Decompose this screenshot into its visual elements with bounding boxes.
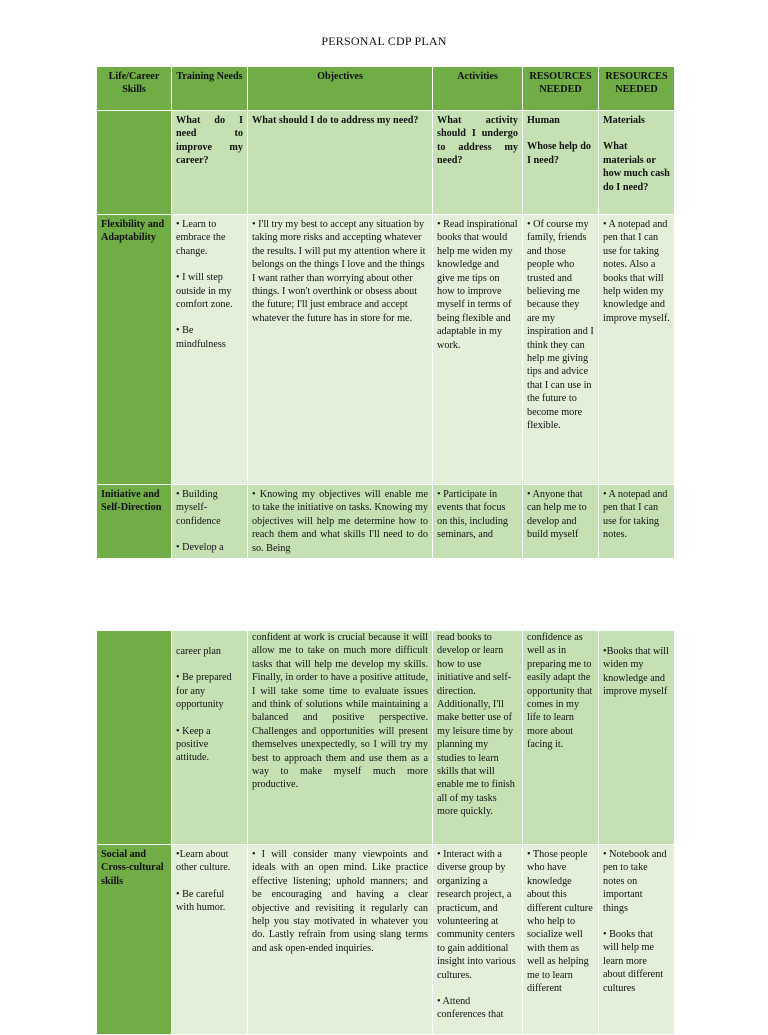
- list-item: career plan: [176, 646, 221, 657]
- list-item: • Learn to embrace the change.: [176, 219, 226, 257]
- list-item: •Learn about other culture.: [176, 849, 231, 874]
- table-row-flexibility: [97, 215, 675, 485]
- list-item: • Notebook and pen to take notes on important things: [603, 849, 667, 914]
- materials-initiative: • A notepad and pen that I can use for taking notes.: [599, 485, 675, 559]
- objective-initiative-continued: confident at work is crucial because it will allow me to take on much more difficult tasks that will help me develop my skills. Finally, in order to have a positive attitude, I will take some time to evaluate issues and think of solutions while maintaining a balanced and positive perspective. Challenges and opportunities will present themselves unexpectedly, so I will try my best to approach them and use them as a way to make myself much more productive.: [248, 631, 433, 845]
- needs-social: [172, 845, 248, 1035]
- objective-initiative: • Knowing my objectives will enable me to take the initiative on tasks. Knowing my objectives will help me determine how to reach them and what skills I'll need to do so. Being: [248, 485, 433, 559]
- list-item: • Attend conferences that: [437, 996, 504, 1021]
- list-item: • Books that will help me learn more about different cultures: [603, 929, 664, 994]
- subheader-human-question: Whose help do I need?: [527, 141, 591, 166]
- skill-initiative-continued: [97, 631, 172, 845]
- needs-flexibility: [172, 215, 248, 485]
- header-skills: Life/Career Skills: [97, 67, 172, 111]
- activity-initiative: • Participate in events that focus on this, including seminars, and: [433, 485, 523, 559]
- human-initiative: • Anyone that can help me to develop and build myself: [523, 485, 599, 559]
- subheader-empty: [97, 111, 172, 215]
- cdp-table-part-2: [96, 630, 675, 1035]
- header-objectives: Objectives: [248, 67, 433, 111]
- header-resources-materials: RESOURCES NEEDED: [599, 67, 675, 111]
- activity-social: [433, 845, 523, 1035]
- table-row-initiative: [97, 485, 675, 559]
- header-activities: Activities: [433, 67, 523, 111]
- subheader-training: What do I need to improve my career?: [172, 111, 248, 215]
- subheader-materials-title: Materials: [603, 115, 645, 126]
- page-title: PERSONAL CDP PLAN: [321, 34, 447, 48]
- subheader-objectives: What should I do to address my need?: [248, 111, 433, 215]
- subheader-human: [523, 111, 599, 215]
- list-item: • Building myself-confidence: [176, 489, 221, 527]
- objective-flexibility: • I'll try my best to accept any situation by taking more risks and accepting whatever the results. I will put my attention where it belongs on the things I love and the things I want rather than worrying about other things. I won't overthink or obsess about the future; I'll just embrace and accept whatever the future has in store for me.: [248, 215, 433, 485]
- human-initiative-continued: confidence as well as in preparing me to easily adapt the opportunity that comes in my life to learn more about facing it.: [523, 631, 599, 845]
- list-item: • Be mindfulness: [176, 325, 226, 350]
- subheader-materials: [599, 111, 675, 215]
- header-training-needs: Training Needs: [172, 67, 248, 111]
- header-row: [97, 67, 675, 111]
- needs-initiative-continued: [172, 631, 248, 845]
- list-item: • Be prepared for any opportunity: [176, 672, 232, 711]
- table-row-initiative-continued: [97, 631, 675, 845]
- table-row-social: [97, 845, 675, 1035]
- skill-initiative: Initiative and Self-Direction: [97, 485, 172, 559]
- subheader-row: [97, 111, 675, 215]
- list-item: • Be careful with humor.: [176, 888, 226, 914]
- materials-initiative-continued: •Books that will widen my knowledge and improve myself: [599, 631, 675, 845]
- list-item: • Keep a positive attitude.: [176, 725, 211, 764]
- objective-social: • I will consider many viewpoints and ideals with an open mind. Like practice effective listening; uphold manners; and be encouraging and having a clear objective and revisiting it regularly can help you stay motivated in whatever you do. Lastly refrain from using slang terms and ask open-ended inquiries.: [248, 845, 433, 1035]
- subheader-activities: What activity should I undergo to address my need?: [433, 111, 523, 215]
- list-item: • Interact with a diverse group by organizing a research project, a practicum, and volunteering at community centers to gain additional insight into various cultures.: [437, 849, 516, 981]
- materials-social: [599, 845, 675, 1035]
- human-social: • Those people who have knowledge about this different culture who help to socialize well with them as well as helping me to learn different: [523, 845, 599, 1035]
- list-item: • I will step outside in my comfort zone.: [176, 272, 233, 311]
- activity-flexibility: • Read inspirational books that would help me widen my knowledge and give me tips on how to improve myself in terms of being flexible and adaptable in my work.: [433, 215, 523, 485]
- header-resources-human: RESOURCES NEEDED: [523, 67, 599, 111]
- list-item: • Develop a: [176, 542, 224, 554]
- human-flexibility: • Of course my family, friends and those people who trusted and believing me because they are my inspiration and I think they can help me giving tips and advice that I can use in the future to become more flexible.: [523, 215, 599, 485]
- skill-flexibility: Flexibility and Adaptability: [97, 215, 172, 485]
- needs-initiative: [172, 485, 248, 559]
- subheader-human-title: Human: [527, 115, 560, 126]
- cdp-table-part-1: [96, 66, 675, 559]
- activity-initiative-continued: read books to develop or learn how to use initiative and self-direction. Additionally, I'll make better use of my leisure time by planning my studies to learn skills that will enable me to finish all of my tasks more quickly.: [433, 631, 523, 845]
- skill-social: Social and Cross-cultural skills: [97, 845, 172, 1035]
- materials-flexibility: • A notepad and pen that I can use for taking notes. Also a books that will help widen my knowledge and improve myself.: [599, 215, 675, 485]
- subheader-materials-question: What materials or how much cash do I need?: [603, 141, 670, 193]
